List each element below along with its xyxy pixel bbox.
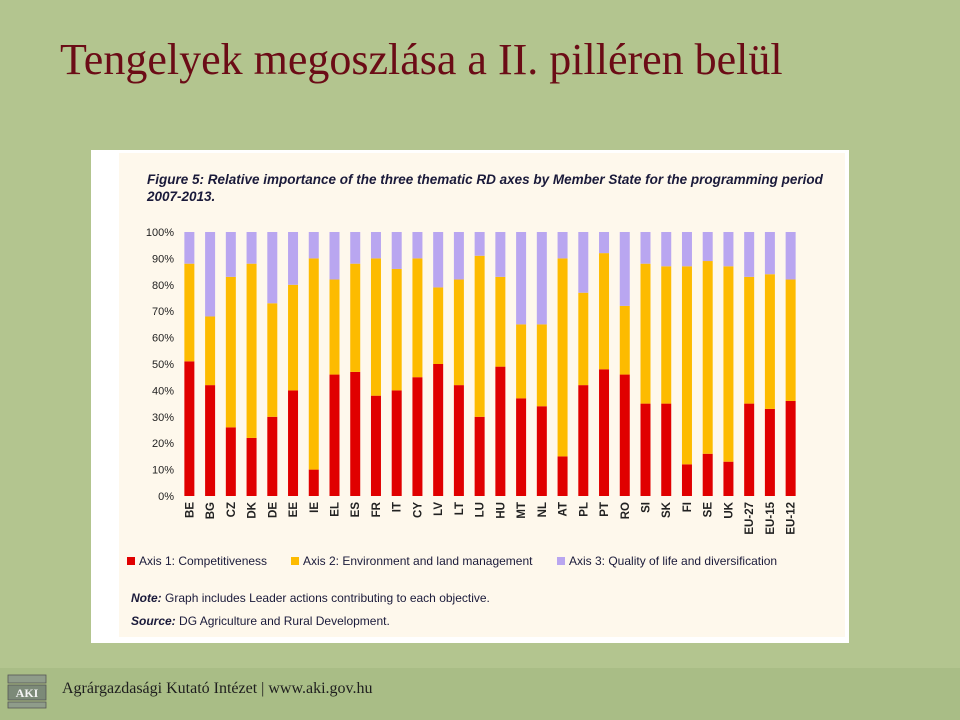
bar-segment-2 bbox=[682, 266, 692, 464]
y-tick-label: 20% bbox=[151, 438, 174, 451]
bar-segment-1 bbox=[226, 427, 236, 496]
bar-segment-1 bbox=[723, 462, 733, 496]
bar-segment-3 bbox=[475, 232, 485, 256]
slide-title: Tengelyek megoszlása a II. pilléren belül bbox=[60, 35, 783, 84]
figure-note bbox=[131, 591, 831, 605]
bar-segment-3 bbox=[226, 232, 236, 277]
bar-segment-1 bbox=[495, 367, 505, 496]
x-tick-label: NL bbox=[536, 502, 549, 518]
bar-segment-2 bbox=[516, 324, 526, 398]
bar-segment-1 bbox=[371, 396, 381, 496]
bar-segment-1 bbox=[620, 375, 630, 496]
bar-segment-2 bbox=[558, 258, 568, 456]
bar-segment-3 bbox=[288, 232, 298, 285]
x-tick-label: EL bbox=[329, 502, 342, 517]
x-tick-label: FR bbox=[370, 502, 383, 518]
bar-segment-2 bbox=[620, 306, 630, 375]
y-tick-label: 0% bbox=[158, 491, 174, 503]
source-label: Source: bbox=[131, 614, 176, 628]
x-tick-label: CY bbox=[412, 502, 425, 518]
bar-segment-3 bbox=[516, 232, 526, 324]
x-tick-label: AT bbox=[557, 502, 570, 517]
stacked-bar-chart bbox=[119, 153, 845, 637]
bar-segment-2 bbox=[288, 285, 298, 391]
bar-segment-1 bbox=[392, 390, 402, 496]
x-tick-label: PL bbox=[578, 502, 591, 517]
bar-segment-2 bbox=[723, 266, 733, 461]
bar-segment-2 bbox=[703, 261, 713, 454]
x-tick-label: HU bbox=[495, 502, 508, 519]
bar-segment-2 bbox=[267, 303, 277, 417]
bar-segment-1 bbox=[309, 470, 319, 496]
note-label: Note: bbox=[131, 591, 162, 605]
legend-label: Axis 1: Competitiveness bbox=[139, 554, 268, 568]
note-text: Graph includes Leader actions contributing to each objective. bbox=[165, 591, 490, 605]
bar-segment-2 bbox=[495, 277, 505, 367]
y-tick-label: 80% bbox=[151, 279, 174, 292]
bar-segment-2 bbox=[475, 256, 485, 417]
x-tick-label: BE bbox=[184, 502, 197, 518]
bar-segment-2 bbox=[392, 269, 402, 390]
bar-segment-2 bbox=[330, 280, 340, 375]
bar-segment-3 bbox=[765, 232, 775, 274]
bar-segment-1 bbox=[205, 385, 215, 496]
bar-segment-3 bbox=[703, 232, 713, 261]
bar-segment-3 bbox=[247, 232, 257, 264]
bar-segment-2 bbox=[371, 258, 381, 395]
bar-segment-2 bbox=[454, 280, 464, 386]
y-tick-label: 10% bbox=[151, 464, 174, 477]
bar-segment-1 bbox=[599, 369, 609, 496]
bar-segment-3 bbox=[599, 232, 609, 253]
bar-segment-1 bbox=[786, 401, 796, 496]
figure-panel bbox=[91, 150, 849, 643]
bar-segment-1 bbox=[454, 385, 464, 496]
bar-segment-3 bbox=[537, 232, 547, 324]
x-tick-label: RO bbox=[619, 502, 632, 520]
figure-source bbox=[131, 614, 831, 628]
bar-segment-3 bbox=[558, 232, 568, 258]
bar-segment-3 bbox=[454, 232, 464, 280]
bar-segment-1 bbox=[516, 398, 526, 496]
legend-swatch bbox=[127, 557, 135, 565]
bar-segment-1 bbox=[288, 390, 298, 496]
bar-segment-1 bbox=[412, 377, 422, 496]
y-tick-label: 30% bbox=[151, 411, 174, 424]
bar-segment-1 bbox=[558, 456, 568, 496]
legend-swatch bbox=[557, 557, 565, 565]
bar-segment-3 bbox=[184, 232, 194, 264]
bar-segment-1 bbox=[267, 417, 277, 496]
bar-segment-3 bbox=[578, 232, 588, 293]
x-tick-label: LU bbox=[474, 502, 487, 518]
bar-segment-1 bbox=[682, 464, 692, 496]
bar-segment-3 bbox=[641, 232, 651, 264]
footer-text: Agrárgazdasági Kutató Intézet | www.aki.gov.hu bbox=[62, 680, 373, 697]
bar-segment-3 bbox=[723, 232, 733, 266]
source-text: DG Agriculture and Rural Development. bbox=[179, 614, 390, 628]
x-tick-label: DK bbox=[246, 502, 259, 519]
figure-caption: Figure 5: Relative importance of the three thematic RD axes by Member State for the programming period 2007-2013. bbox=[147, 172, 823, 204]
x-tick-label: CZ bbox=[225, 502, 238, 518]
bar-segment-3 bbox=[495, 232, 505, 277]
figure-inner bbox=[119, 153, 845, 637]
bar-segment-2 bbox=[412, 258, 422, 377]
bar-segment-3 bbox=[309, 232, 319, 258]
y-tick-label: 60% bbox=[151, 332, 174, 345]
bar-segment-3 bbox=[267, 232, 277, 303]
x-tick-label: BG bbox=[205, 502, 218, 520]
bar-segment-1 bbox=[350, 372, 360, 496]
y-tick-label: 100% bbox=[145, 227, 174, 239]
bar-segment-1 bbox=[330, 375, 340, 496]
bar-segment-2 bbox=[744, 277, 754, 404]
bar-segment-1 bbox=[703, 454, 713, 496]
x-tick-label: IT bbox=[391, 502, 404, 513]
x-tick-label: LV bbox=[433, 502, 446, 516]
bar-segment-1 bbox=[184, 361, 194, 496]
bar-segment-2 bbox=[578, 293, 588, 385]
x-tick-label: MT bbox=[516, 502, 529, 519]
bar-segment-3 bbox=[392, 232, 402, 269]
bar-segment-2 bbox=[309, 258, 319, 469]
y-tick-label: 90% bbox=[151, 253, 174, 266]
x-tick-label: SI bbox=[640, 502, 653, 513]
x-tick-label: SK bbox=[661, 502, 674, 518]
bar-segment-2 bbox=[205, 316, 215, 385]
bar-segment-3 bbox=[661, 232, 671, 266]
bar-segment-3 bbox=[620, 232, 630, 306]
bar-segment-2 bbox=[226, 277, 236, 427]
bar-segment-2 bbox=[786, 280, 796, 401]
bar-segment-1 bbox=[765, 409, 775, 496]
bar-segment-2 bbox=[247, 264, 257, 438]
x-tick-label: LT bbox=[453, 502, 466, 516]
x-tick-label: PT bbox=[599, 502, 612, 517]
svg-text:AKI: AKI bbox=[15, 686, 39, 700]
bar-segment-3 bbox=[371, 232, 381, 258]
x-tick-label: FI bbox=[681, 502, 694, 513]
bar-segment-2 bbox=[350, 264, 360, 372]
bar-segment-2 bbox=[433, 287, 443, 364]
x-tick-label: IE bbox=[308, 502, 321, 513]
x-tick-label: EE bbox=[288, 502, 301, 518]
bar-segment-2 bbox=[184, 264, 194, 362]
legend-label: Axis 3: Quality of life and diversification bbox=[569, 554, 778, 568]
bar-segment-3 bbox=[412, 232, 422, 258]
y-tick-label: 70% bbox=[151, 306, 174, 319]
y-tick-label: 40% bbox=[151, 385, 174, 398]
bar-segment-3 bbox=[205, 232, 215, 316]
bar-segment-3 bbox=[350, 232, 360, 264]
bar-segment-2 bbox=[765, 274, 775, 409]
bar-segment-3 bbox=[744, 232, 754, 277]
x-tick-label: EU-27 bbox=[744, 502, 757, 535]
bar-segment-1 bbox=[744, 404, 754, 496]
bar-segment-1 bbox=[475, 417, 485, 496]
x-tick-label: UK bbox=[723, 502, 736, 519]
aki-logo-icon bbox=[6, 672, 50, 712]
bar-segment-1 bbox=[537, 406, 547, 496]
bar-segment-1 bbox=[578, 385, 588, 496]
bar-segment-3 bbox=[682, 232, 692, 266]
bar-segment-2 bbox=[661, 266, 671, 403]
bar-segment-1 bbox=[247, 438, 257, 496]
x-tick-label: EU-12 bbox=[785, 502, 798, 535]
bar-segment-1 bbox=[433, 364, 443, 496]
x-tick-label: SE bbox=[702, 502, 715, 518]
y-tick-label: 50% bbox=[151, 359, 174, 371]
bar-segment-2 bbox=[537, 324, 547, 406]
bar-segment-2 bbox=[599, 253, 609, 369]
bar-segment-2 bbox=[641, 264, 651, 404]
legend-swatch bbox=[291, 557, 299, 565]
x-tick-label: DE bbox=[267, 502, 280, 518]
bar-segment-1 bbox=[661, 404, 671, 496]
x-tick-label: EU-15 bbox=[764, 502, 777, 535]
bar-segment-1 bbox=[641, 404, 651, 496]
x-tick-label: ES bbox=[350, 502, 363, 518]
bar-segment-3 bbox=[330, 232, 340, 280]
legend-label: Axis 2: Environment and land management bbox=[303, 554, 533, 568]
bar-segment-3 bbox=[786, 232, 796, 280]
bar-segment-3 bbox=[433, 232, 443, 287]
